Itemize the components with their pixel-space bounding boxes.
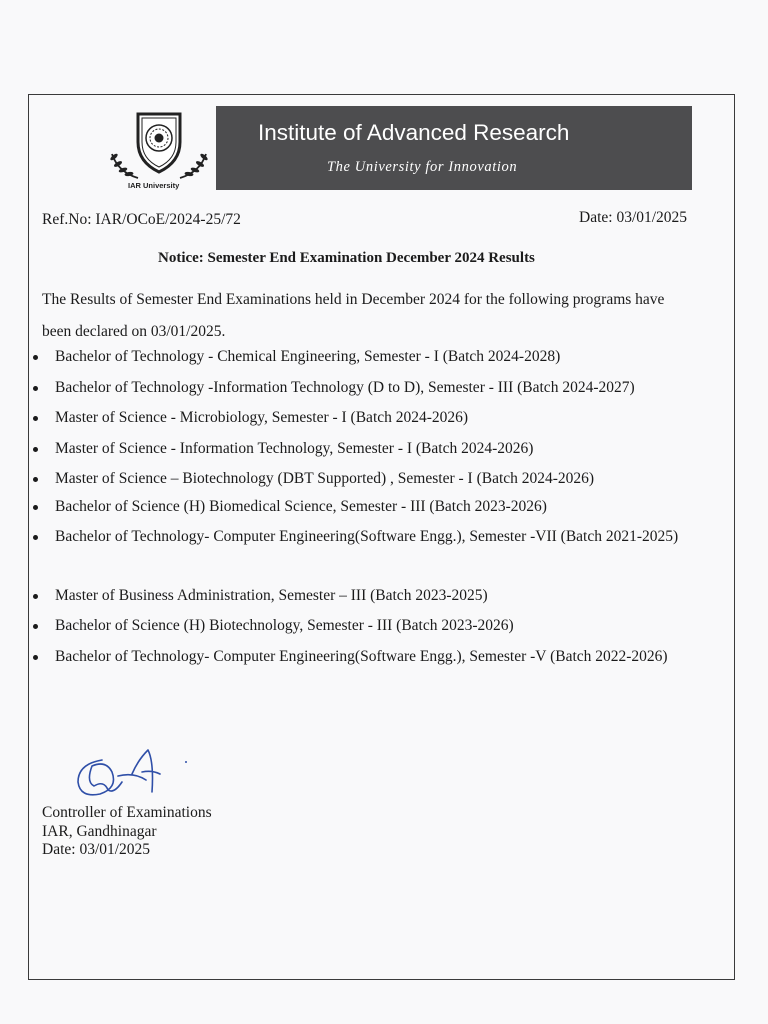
bullet-icon xyxy=(33,535,38,540)
notice-title: Notice: Semester End Examination December 2024 Results xyxy=(158,250,535,266)
bullet-icon xyxy=(33,477,38,482)
logo-caption: IAR University xyxy=(128,181,180,190)
bullet-icon xyxy=(33,655,38,660)
bullet-icon xyxy=(33,355,38,360)
reference-number: Ref.No: IAR/OCoE/2024-25/72 xyxy=(42,211,241,228)
list-item xyxy=(33,373,733,403)
bullet-icon xyxy=(33,386,38,391)
list-item xyxy=(33,434,733,464)
notice-date: Date: 03/01/2025 xyxy=(579,209,688,226)
institute-name: Institute of Advanced Research xyxy=(258,120,570,145)
signatory-date: Date: 03/01/2025 xyxy=(42,841,151,858)
program-label: Bachelor of Technology -Information Technology (D to D), Semester - III (Batch 2024-2027) xyxy=(55,379,635,396)
program-label: Master of Science - Microbiology, Semester - I (Batch 2024-2026) xyxy=(55,409,469,426)
list-item xyxy=(33,642,733,672)
bullet-icon xyxy=(33,505,38,510)
bullet-icon xyxy=(33,624,38,629)
intro-paragraph xyxy=(42,284,732,348)
header-banner xyxy=(216,106,692,190)
list-item xyxy=(33,611,733,641)
list-item xyxy=(33,342,733,372)
list-item xyxy=(33,522,733,552)
program-label: Bachelor of Technology- Computer Engineering(Software Engg.), Semester -VII (Batch 2021-2025) xyxy=(55,528,679,545)
list-item xyxy=(33,581,733,611)
signatory-title: Controller of Examinations xyxy=(42,804,212,821)
program-label: Bachelor of Technology - Chemical Engineering, Semester - I (Batch 2024-2028) xyxy=(55,348,561,365)
institute-tagline: The University for Innovation xyxy=(327,159,518,175)
bullet-icon xyxy=(33,416,38,421)
list-item xyxy=(33,464,733,494)
bullet-icon xyxy=(33,594,38,599)
program-label: Master of Business Administration, Semester – III (Batch 2023-2025) xyxy=(55,587,488,604)
program-label: Master of Science – Biotechnology (DBT Supported) , Semester - I (Batch 2024-2026) xyxy=(55,470,595,487)
program-label: Master of Science - Information Technology, Semester - I (Batch 2024-2026) xyxy=(55,440,534,457)
program-label: Bachelor of Technology- Computer Engineering(Software Engg.), Semester -V (Batch 2022-2026) xyxy=(55,648,668,665)
list-item xyxy=(33,492,733,522)
signature-mark-icon xyxy=(72,742,202,806)
program-label: Bachelor of Science (H) Biotechnology, Semester - III (Batch 2023-2026) xyxy=(55,617,514,634)
intro-line-1: The Results of Semester End Examinations held in December 2024 for the following programs have xyxy=(42,291,665,308)
list-item xyxy=(33,403,733,433)
program-label: Bachelor of Science (H) Biomedical Science, Semester - III (Batch 2023-2026) xyxy=(55,498,547,515)
signatory-block xyxy=(42,804,212,860)
bullet-icon xyxy=(33,447,38,452)
intro-line-2: been declared on 03/01/2025. xyxy=(42,323,226,340)
signature xyxy=(72,742,202,806)
signatory-place: IAR, Gandhinagar xyxy=(42,822,157,840)
